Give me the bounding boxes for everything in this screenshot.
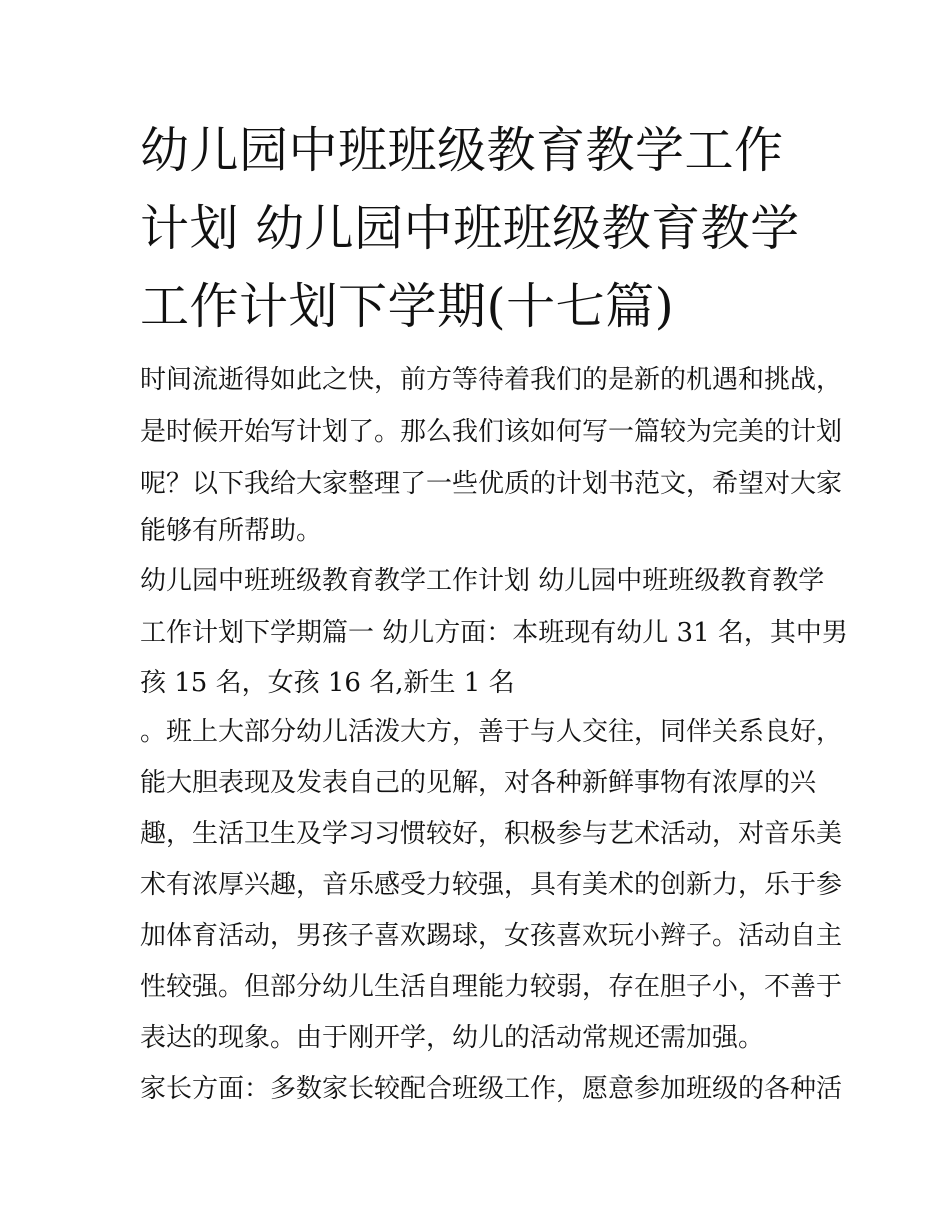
intro-line: 是时候开始写计划了。那么我们该如何写一篇较为完美的计划	[140, 417, 843, 447]
title-line: 工作计划下学期(十七篇)	[140, 278, 675, 335]
intro-line: 时间流逝得如此之快，前方等待着我们的是新的机遇和挑战，	[140, 365, 843, 395]
document-title	[140, 112, 820, 346]
intro-line: 能够有所帮助。	[140, 516, 323, 546]
title-line: 计划 幼儿园中班班级教育教学	[140, 200, 800, 257]
section-heading-line: 孩 15 名，女孩 16 名,新生 1 名	[140, 668, 515, 698]
children-paragraph-line: 。班上大部分幼儿活泼大方，善于与人交往，同伴关系良好，	[140, 717, 843, 747]
children-paragraph-line: 加体育活动，男孩子喜欢踢球，女孩喜欢玩小辫子。活动自主	[140, 921, 843, 951]
children-paragraph-line: 性较强。但部分幼儿生活自理能力较弱，存在胆子小，不善于	[140, 972, 843, 1002]
children-paragraph-line: 表达的现象。由于刚开学，幼儿的活动常规还需加强。	[140, 1023, 765, 1053]
parents-paragraph-line: 家长方面：多数家长较配合班级工作，愿意参加班级的各种活	[140, 1074, 843, 1104]
children-paragraph-line: 术有浓厚兴趣，音乐感受力较强，具有美术的创新力，乐于参	[140, 870, 843, 900]
title-line: 幼儿园中班班级教育教学工作	[140, 122, 784, 179]
children-paragraph-line: 能大胆表现及发表自己的见解，对各种新鲜事物有浓厚的兴	[140, 768, 817, 798]
intro-line: 呢？以下我给大家整理了一些优质的计划书范文，希望对大家	[140, 469, 843, 499]
section-heading-line: 工作计划下学期篇一 幼儿方面：本班现有幼儿 31 名，其中男	[140, 618, 848, 648]
children-paragraph-line: 趣，生活卫生及学习习惯较好，积极参与艺术活动，对音乐美	[140, 819, 843, 849]
section-heading-line: 幼儿园中班班级教育教学工作计划 幼儿园中班班级教育教学	[140, 566, 825, 596]
